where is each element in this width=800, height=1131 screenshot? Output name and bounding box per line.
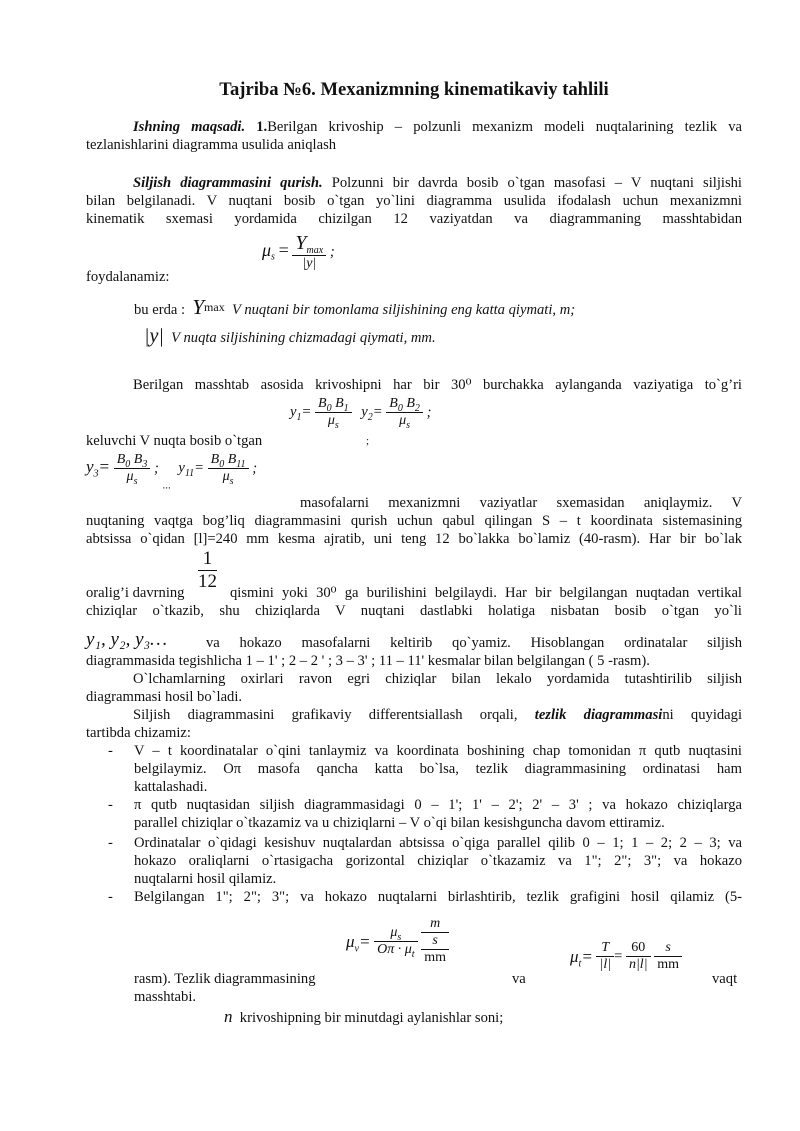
formula-mu-s: $\mu_s$ = $\frac{Y_{max}}{|y|}$ ; [262,232,335,271]
y-sequence: y₁, y₂, y₃… [86,629,168,650]
definition-y: |y| V nuqta siljishining chizmadagi qiymati, mm. [144,325,436,347]
siljish-line-4: foydalanamiz: [86,269,170,285]
masshtab-line-10: O`lchamlarning oxirlari ravon egri chiziqlar bilan lekalo yordamida tutashtirilib siljish [133,671,742,687]
definition-ymax: bu erda : $Y^{max}$ V nuqtani bir tomonlama siljishining eng katta qiymati, m; [134,295,576,319]
bullet-1-line-2: belgilaymiz. Oπ masofa qancha katta bo`lsa, tezlik diagrammasining ordinatasi ham [134,761,742,777]
tezlik-line-2: tartibda chizamiz: [86,725,191,741]
aim-line-1 [86,118,742,137]
masshtab-line-6b: qismini yoki 30⁰ ga burilishini belgilaydi. Har bir belgilangan nuqtadan vertikal [230,585,742,601]
formula-mu-v: $\mu_v=$ $\frac{\mu_s}{O\pi \cdot \mu_t}$ m s mm [346,916,449,967]
bullet-1-line-1: V – t koordinatalar o`qini tanlaymiz va koordinata boshining chap tomonidan π qutb nuqtasini [134,743,742,759]
masshtab-line-1: Berilgan masshtab asosida krivoshipni har bir 30⁰ burchakka aylanganda vaziyatiga to`g’ri [133,377,742,393]
tezlik-bold: tezlik diagrammasi [534,707,663,723]
siljish-line-1 [86,174,742,193]
bullet-3-line-3: nuqtalarni hosil qilamiz. [134,871,277,887]
formula-y3-y11: $y_3=$ $\frac{B_0 B_3}{\mu_s}$ ; $_{...}$ $y_{11}=$ $\frac{B_0 B_{11}}{\mu_s}$ ; [86,452,258,492]
siljish-text-1: Polzunni bir davrda bosib o`tgan masofasi – V nuqtani siljishi [331,175,742,191]
siljish-line-3: kinematik sxemasi yordamida chizilgan 12 vaziyatdan va diagrammaning masshtabidan [86,211,742,227]
bullet-dash-1: - [108,743,113,759]
masshtab-line-6a: oralig’i davrning [86,585,185,601]
masshtab-line-7: chiziqlar o`tkazib, shu chiziqlarda V nuqtani dastlabki holatiga nisbatan bosib o`tgan yo`li [86,603,742,619]
bullet-3-line-2: hokazo oraliqlarni o`rtasigacha gorizontal chiziqlar o`tkazamiz va 1"; 2"; 3"; va hokazo [134,853,742,869]
bullet-4-line-1: Belgilangan 1"; 2"; 3"; va hokazo nuqtalarni birlashtirib, tezlik grafigini hosil qilamiz (5- [134,889,742,905]
aim-label: Ishning maqsadi. [133,119,246,135]
formula-y1-y2: $y_1=$ $\frac{B_0 B_1}{\mu_s}$ $y_2=$ $\frac{B_0 B_2}{\mu_s}$ ; [290,396,432,431]
aim-number: 1. [256,119,268,135]
aim-text: Berilgan krivoship – polzunli mexanizm modeli nuqtalarining tezlik va [267,119,742,135]
bullet-2-line-1: π qutb nuqtasidan siljish diagrammasidagi 0 – 1'; 1' – 2'; 2' – 3' ; va hokazo chiziqlarga [134,797,742,813]
bullet-3-line-1: Ordinatalar o`qidagi kesishuv nuqtalardan abtsissa o`qiga parallel qilib 0 – 1; 1 – 2; 2 – 3; va [134,835,742,851]
bullet-2-line-2: parallel chiziqlar o`tkazamiz va u chiziqlarni – V o`qi bilan kesishguncha davom ettiramiz. [134,815,665,831]
va-text: va [512,971,526,987]
masshtab-line-8: va hokazo masofalarni keltirib qo`yamiz. Hisoblangan ordinatalar siljish [206,635,742,651]
bullet-dash-3: - [108,835,113,851]
masshtab-line-11: diagrammasi hosil bo`ladi. [86,689,243,705]
vaqt-text: vaqt [712,971,738,987]
siljish-line-2: bilan belgilanadi. V nuqtani bosib o`tgan yo`lini diagramma usulida ifodalash uchun mexanizmni [86,193,742,209]
masshtab-line-9: diagrammasida tegishlicha 1 – 1' ; 2 – 2 ' ; 3 – 3' ; 11 – 11' kesmalar bilan belgilangan ( 5 -rasm). [86,653,650,669]
fraction-one-twelfth: 1 12 [198,548,217,592]
masshtab-line-2: keluvchi V nuqta bosib o`tgan [86,433,263,449]
n-definition: n krivoshipning bir minutdagi aylanishlar soni; [224,1007,504,1026]
bullet-dash-2: - [108,797,113,813]
page-title: Tajriba №6. Mexanizmning kinematikaviy tahlili [219,79,609,100]
bullet-4-line-3: masshtabi. [134,989,197,1005]
siljish-label: Siljish diagrammasini qurish. [133,175,323,191]
formula-mu-t: $\mu_t=$ $\frac{T}{|l|}$ = $\frac{60}{n|l|}$ $\frac{s}{mm}$ [570,940,682,974]
formula-separator: ; [366,435,370,447]
tezlik-line-1: Siljish diagrammasini grafikaviy differentsiallash orqali, tezlik diagrammasini quyidagi [133,707,742,723]
masshtab-line-4: nuqtaning vaqtga bog’liq diagrammasini qurish uchun qabul qilingan S – t koordinata sistemasining [86,513,742,529]
masshtab-line-5: abtsissa o`qidan [l]=240 mm kesma ajratib, uni teng 12 bo`lakka bo`lamiz (40-rasm). Har bir bo`lak [86,531,742,547]
bullet-1-line-3: kattalashadi. [134,779,208,795]
bullet-dash-4: - [108,889,113,905]
aim-line-2: tezlanishlarini diagramma usulida aniqlash [86,137,337,153]
bullet-4-line-2: rasm). Tezlik diagrammasining [134,971,316,987]
masshtab-line-3: masofalarni mexanizmni vaziyatlar sxemasidan aniqlaymiz. V [300,495,742,511]
